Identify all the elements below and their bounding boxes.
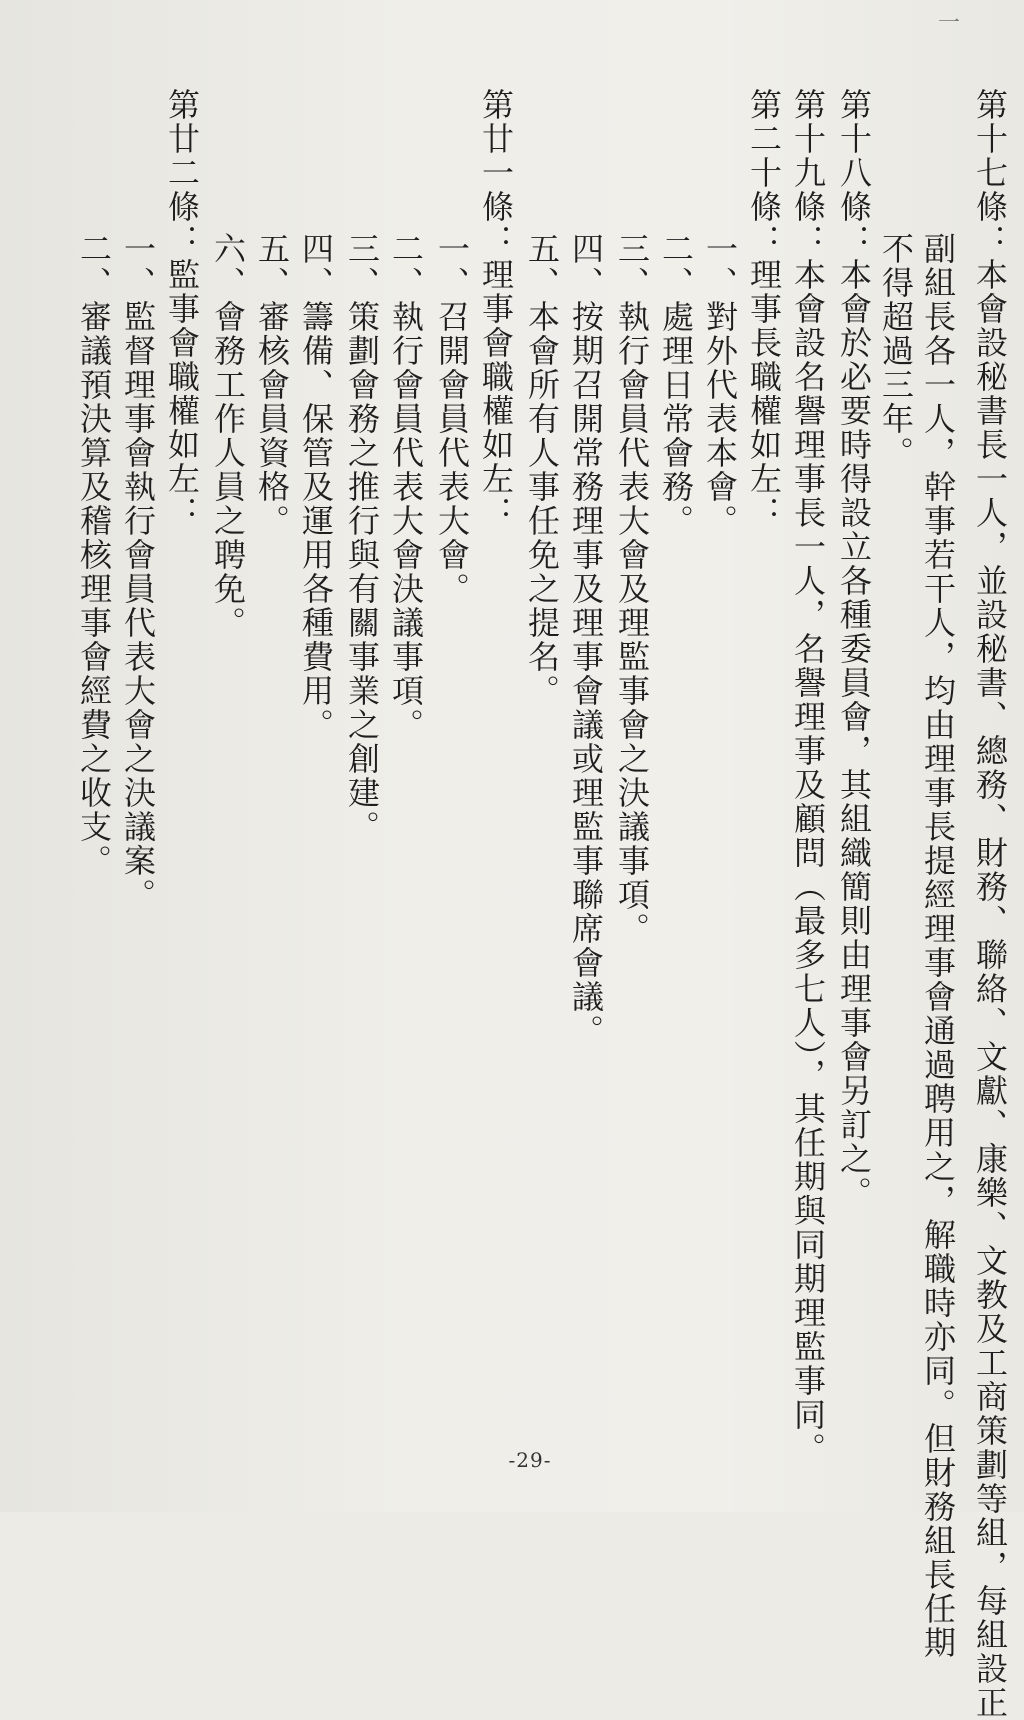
- article-21-item-3: 三、策劃會務之推行與有關事業之創建。: [343, 232, 381, 844]
- article-21-item-1: 一、召開會員代表大會。: [433, 232, 471, 606]
- article-20-item-5: 五、本會所有人事任免之提名。: [523, 232, 561, 708]
- article-22: 第廿二條：監事會職權如左：: [163, 88, 201, 530]
- article-17-line-1: 第十七條：本會設秘書長一人，並設秘書、總務、財務、聯絡、文獻、康樂、文教及工商策劃等組，每組設正: [971, 88, 1009, 1720]
- article-20: 第二十條：理事長職權如左：: [745, 88, 783, 530]
- article-21-item-6: 六、會務工作人員之聘免。: [209, 232, 247, 640]
- article-21: 第廿一條：理事會職權如左：: [477, 88, 515, 530]
- article-20-item-1: 一、對外代表本會。: [701, 232, 739, 538]
- article-20-item-3: 三、執行會員代表大會及理監事會之決議事項。: [613, 232, 651, 946]
- article-17-line-3: 不得超過三年。: [877, 232, 915, 470]
- article-18: 第十八條：本會於必要時得設立各種委員會，其組織簡則由理事會另訂之。: [835, 88, 873, 1210]
- article-20-item-2: 二、處理日常會務。: [657, 232, 695, 538]
- article-22-item-1: 一、監督理事會執行會員代表大會之決議案。: [119, 232, 157, 912]
- article-21-item-2: 二、執行會員代表大會決議事項。: [387, 232, 425, 742]
- article-21-item-4: 四、籌備、保管及運用各種費用。: [297, 232, 335, 742]
- article-22-item-2: 二、審議預決算及稽核理事會經費之收支。: [75, 232, 113, 878]
- article-19: 第十九條：本會設名譽理事長一人，名譽理事及顧問（最多七人），其任期與同期理監事同。: [789, 88, 827, 1466]
- article-21-item-5: 五、審核會員資格。: [253, 232, 291, 538]
- page-number: -29-: [508, 1448, 552, 1472]
- corner-mark: ⼀: [938, 11, 961, 36]
- article-17-line-2: 副組長各一人，幹事若干人，均由理事長提經理事會通過聘用之，解職時亦同。但財務組長任期: [919, 232, 957, 1660]
- article-20-item-4: 四、按期召開常務理事及理事會議或理監事聯席會議。: [567, 232, 605, 1048]
